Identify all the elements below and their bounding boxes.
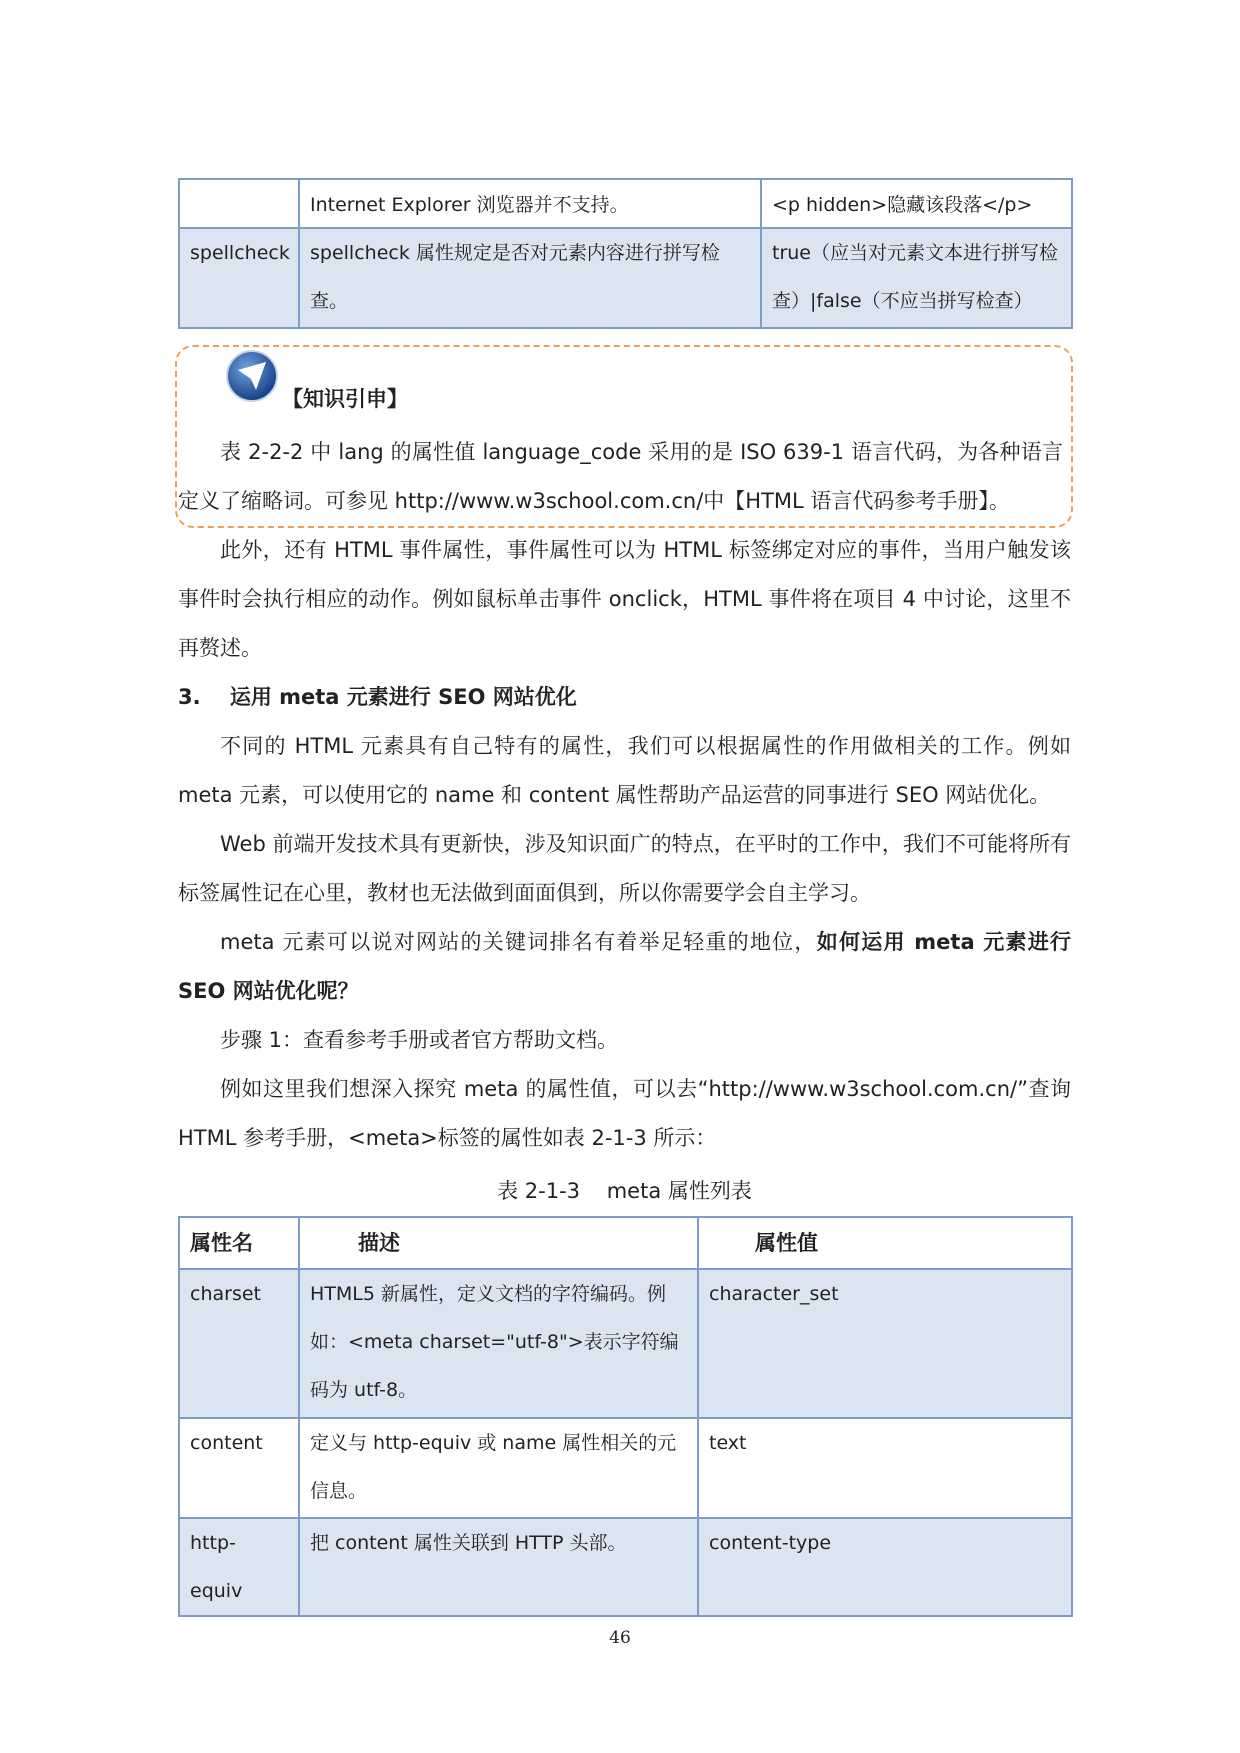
meta-attributes-table bbox=[178, 1216, 1073, 1617]
table-cell: 把 content 属性关联到 HTTP 头部。 bbox=[299, 1518, 698, 1616]
table-header-row bbox=[179, 1217, 1072, 1269]
paragraph: 不同的 HTML 元素具有自己特有的属性，我们可以根据属性的作用做相关的工作。例如 meta 元素，可以使用它的 name 和 content 属性帮助产品运营的同事进行 SEO 网站优化。 bbox=[178, 734, 1071, 807]
paragraph: Web 前端开发技术具有更新快，涉及知识面广的特点，在平时的工作中，我们不可能将所有标签属性记在心里，教材也无法做到面面俱到，所以你需要学会自主学习。 bbox=[178, 832, 1071, 905]
table-cell: HTML5 新属性，定义文档的字符编码。例如：<meta charset="utf-8">表示字符编码为 utf-8。 bbox=[299, 1269, 698, 1418]
paper-plane-icon bbox=[224, 348, 280, 404]
table-header: 属性名 bbox=[179, 1217, 299, 1269]
paragraph: 例如这里我们想深入探究 meta 的属性值，可以去“http://www.w3school.com.cn/”查询 HTML 参考手册，<meta>标签的属性如表 2-1-3 所示： bbox=[178, 1077, 1071, 1150]
callout-text: 表 2-2-2 中 lang 的属性值 language_code 采用的是 ISO 639-1 语言代码，为各种语言定义了缩略词。可参见 http://www.w3school.com.cn/中【HTML 语言代码参考手册】。 bbox=[178, 440, 1063, 513]
table-row bbox=[179, 179, 1072, 228]
table-header: 描述 bbox=[299, 1217, 698, 1269]
table-cell: content-type bbox=[698, 1518, 1072, 1616]
table-cell: spellcheck 属性规定是否对元素内容进行拼写检查。 bbox=[299, 228, 761, 328]
table-cell: Internet Explorer 浏览器并不支持。 bbox=[299, 179, 761, 228]
paragraph-text: meta 元素可以说对网站的关键词排名有着举足轻重的地位， bbox=[220, 930, 817, 954]
section-heading: 3. 运用 meta 元素进行 SEO 网站优化 bbox=[178, 685, 577, 709]
table-row bbox=[179, 1518, 1072, 1616]
table-row bbox=[179, 228, 1072, 328]
table-row bbox=[179, 1269, 1072, 1418]
table-cell: character_set bbox=[698, 1269, 1072, 1418]
paragraph-bold-question: 如何运用 meta 元素进行 SEO 网站优化呢？ bbox=[178, 930, 1071, 1003]
table-row bbox=[179, 1418, 1072, 1518]
table-caption: 表 2-1-3 meta 属性列表 bbox=[497, 1179, 752, 1203]
table-cell: 定义与 http-equiv 或 name 属性相关的元信息。 bbox=[299, 1418, 698, 1518]
paragraph bbox=[178, 918, 1071, 1016]
table-cell: text bbox=[698, 1418, 1072, 1518]
table-header: 属性值 bbox=[698, 1217, 1072, 1269]
table-cell: http-equiv bbox=[179, 1518, 299, 1616]
paragraph: 步骤 1：查看参考手册或者官方帮助文档。 bbox=[220, 1028, 619, 1052]
page-number: 46 bbox=[609, 1628, 631, 1648]
table-cell: charset bbox=[179, 1269, 299, 1418]
table-cell: content bbox=[179, 1418, 299, 1518]
attributes-table-continued bbox=[178, 178, 1073, 329]
callout-title: 【知识引申】 bbox=[282, 387, 408, 411]
table-cell bbox=[179, 179, 299, 228]
paragraph: 此外，还有 HTML 事件属性，事件属性可以为 HTML 标签绑定对应的事件，当用户触发该事件时会执行相应的动作。例如鼠标单击事件 onclick，HTML 事件将在项目 4 中讨论，这里不再赘述。 bbox=[178, 538, 1071, 660]
table-cell: spellcheck bbox=[179, 228, 299, 328]
table-cell: true（应当对元素文本进行拼写检查）|false（不应当拼写检查） bbox=[761, 228, 1072, 328]
table-cell: <p hidden>隐藏该段落</p> bbox=[761, 179, 1072, 228]
